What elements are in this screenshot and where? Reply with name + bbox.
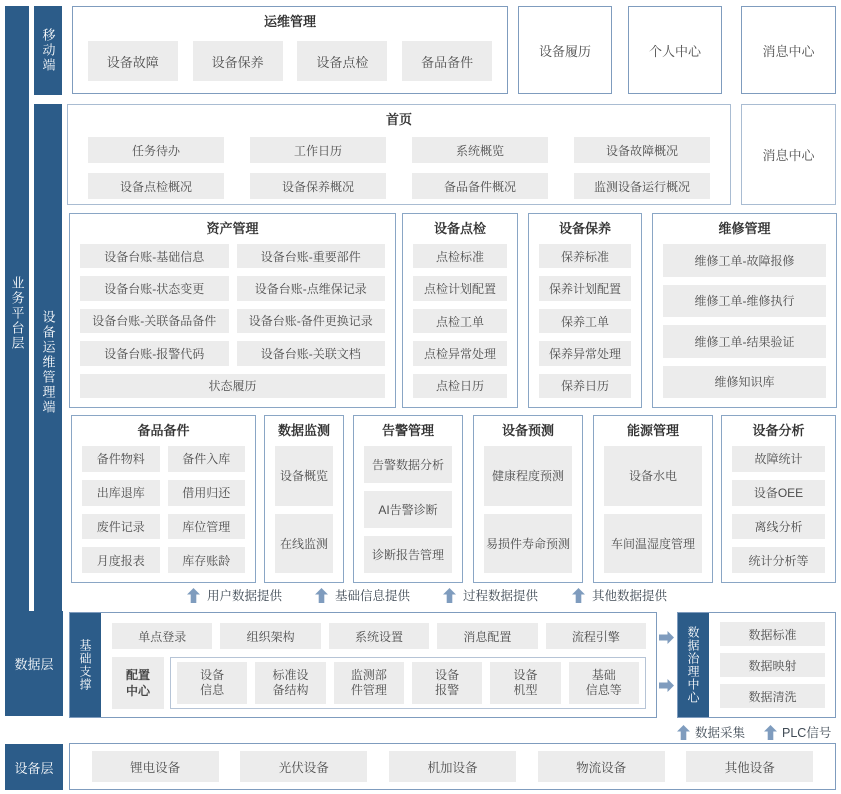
up-arrow-icon: [764, 725, 777, 740]
module-item: 任务待办: [88, 137, 224, 163]
up-arrow-icon: [187, 588, 200, 603]
module-item: 系统设置: [329, 623, 429, 649]
spot-check-group: [402, 213, 518, 408]
data-monitoring-title: 数据监测: [277, 423, 330, 438]
repair-management-group: [652, 213, 837, 408]
module-item: 设备保养概况: [250, 173, 386, 199]
module-item: 监测设备运行概况: [574, 173, 710, 199]
module-item: 设备 机型: [490, 662, 560, 704]
module-item: 借用归还: [168, 480, 246, 506]
module-item: 诊断报告管理: [364, 536, 452, 573]
module-item: 保养工单: [539, 309, 631, 333]
module-item: 健康程度预测: [484, 446, 572, 506]
spare-parts-title: 备品备件: [137, 423, 190, 438]
module-item: 设备OEE: [732, 480, 825, 506]
module-item: 设备保养: [193, 41, 283, 81]
module-item: 设备 报警: [412, 662, 482, 704]
module-item: 物流设备: [538, 751, 665, 782]
right-arrow-icon: [659, 679, 674, 692]
module-item: 基础 信息等: [569, 662, 639, 704]
data-governance-group: [677, 612, 836, 718]
message-center-box-home: 消息中心: [741, 104, 836, 205]
module-item: 车间温湿度管理: [604, 514, 702, 574]
module-item: 维修工单-维修执行: [663, 285, 826, 318]
module-item: 备品备件概况: [412, 173, 548, 199]
module-item: 机加设备: [389, 751, 516, 782]
layer-label-mobile: 移动端: [34, 6, 62, 95]
ops-management-group: [72, 6, 508, 94]
module-item: 单点登录: [112, 623, 212, 649]
module-item: 维修知识库: [663, 366, 826, 399]
up-arrow-icon: [572, 588, 585, 603]
flow-label-text: 用户数据提供: [207, 589, 283, 603]
module-item: 备品备件: [402, 41, 492, 81]
config-center-line: 中心: [125, 684, 150, 698]
personal-center-box: 个人中心: [628, 6, 722, 94]
module-item: 保养标准: [539, 244, 631, 268]
flow-label-user-data: [187, 586, 282, 604]
module-item: 设备台账-重要部件: [237, 244, 386, 268]
module-item: 设备台账-关联备品备件: [80, 309, 229, 333]
alarm-management-title: 告警管理: [381, 423, 434, 438]
module-item: AI告警诊断: [364, 491, 452, 528]
module-item: 点检工单: [413, 309, 507, 333]
module-item: 月度报表: [82, 547, 160, 573]
data-monitoring-group: [264, 415, 344, 583]
module-item: 监测部 件管理: [334, 662, 404, 704]
device-layer-group: [69, 743, 836, 790]
flow-label-other-data: [572, 586, 667, 604]
module-item: 点检日历: [413, 374, 507, 398]
module-item: 数据清洗: [720, 684, 825, 708]
flow-label-text: PLC信号: [782, 726, 832, 740]
module-item: 离线分析: [732, 514, 825, 540]
spare-parts-group: [71, 415, 256, 583]
alarm-management-group: [353, 415, 463, 583]
device-data-subgroup: [170, 657, 646, 709]
config-center-line: 配置: [125, 668, 150, 682]
module-item: 设备故障: [88, 41, 178, 81]
module-item: 设备台账-备件更换记录: [237, 309, 386, 333]
layer-label-business-platform: 业务平台层: [5, 6, 29, 620]
base-support-label: 基础支撑: [70, 613, 101, 717]
module-item: 状态履历: [80, 374, 385, 398]
module-item: 设备台账-关联文档: [237, 341, 386, 365]
device-analysis-group: [721, 415, 836, 583]
module-item: 数据映射: [720, 653, 825, 677]
up-arrow-icon: [315, 588, 328, 603]
module-item: 告警数据分析: [364, 446, 452, 483]
flow-label-process-data: [443, 586, 538, 604]
up-arrow-icon: [443, 588, 456, 603]
module-item: 光伏设备: [240, 751, 367, 782]
module-item: 其他设备: [686, 751, 813, 782]
asset-management-title: 资产管理: [206, 221, 259, 236]
module-item: 设备台账-点维保记录: [237, 276, 386, 300]
device-prediction-title: 设备预测: [501, 423, 554, 438]
module-item: 系统概览: [412, 137, 548, 163]
module-item: 组织架构: [220, 623, 320, 649]
module-item: 数据标准: [720, 622, 825, 646]
energy-management-group: [593, 415, 713, 583]
module-item: 锂电设备: [92, 751, 219, 782]
module-item: 维修工单-结果验证: [663, 325, 826, 358]
module-item: 库位管理: [168, 514, 246, 540]
module-item: 备件物料: [82, 446, 160, 472]
module-item: 设备台账-状态变更: [80, 276, 229, 300]
asset-management-group: [69, 213, 396, 408]
module-item: 点检标准: [413, 244, 507, 268]
module-item: 出库退库: [82, 480, 160, 506]
flow-label-text: 过程数据提供: [463, 589, 539, 603]
data-governance-label: 数据治理中心: [678, 613, 709, 717]
module-item: 库存账龄: [168, 547, 246, 573]
module-item: 点检异常处理: [413, 341, 507, 365]
module-item: 设备台账-基础信息: [80, 244, 229, 268]
module-item: 设备点检概况: [88, 173, 224, 199]
module-item: 保养日历: [539, 374, 631, 398]
flow-label-text: 基础信息提供: [335, 589, 411, 603]
message-center-box-mobile: 消息中心: [741, 6, 836, 94]
flow-label-data-collect: [677, 723, 745, 741]
module-item: 保养计划配置: [539, 276, 631, 300]
module-item: 设备点检: [297, 41, 387, 81]
module-item: 在线监测: [275, 514, 333, 574]
module-item: 标准设 备结构: [255, 662, 325, 704]
up-arrow-icon: [677, 725, 690, 740]
energy-management-title: 能源管理: [626, 423, 679, 438]
module-item: 设备台账-报警代码: [80, 341, 229, 365]
flow-label-text: 数据采集: [695, 726, 746, 740]
ops-management-title: 运维管理: [263, 14, 316, 29]
home-title: 首页: [385, 112, 412, 127]
module-item: 设备 信息: [177, 662, 247, 704]
module-item: 设备概览: [275, 446, 333, 506]
flow-label-plc-signal: [764, 723, 831, 741]
module-item: 设备水电: [604, 446, 702, 506]
right-arrow-icon: [659, 631, 674, 644]
module-item: 易损件寿命预测: [484, 514, 572, 574]
layer-label-device-mgmt: 设备运维管理端: [34, 104, 62, 620]
module-item: 点检计划配置: [413, 276, 507, 300]
module-item: 消息配置: [437, 623, 537, 649]
module-item: 废件记录: [82, 514, 160, 540]
flow-label-text: 其他数据提供: [592, 589, 668, 603]
device-analysis-title: 设备分析: [752, 423, 805, 438]
maintenance-group: [528, 213, 642, 408]
module-item: 备件入库: [168, 446, 246, 472]
device-history-box: 设备履历: [518, 6, 612, 94]
module-item: 故障统计: [732, 446, 825, 472]
module-item: 统计分析等: [732, 547, 825, 573]
flow-label-base-info: [315, 586, 410, 604]
module-item: 保养异常处理: [539, 341, 631, 365]
repair-management-title: 维修管理: [718, 221, 771, 236]
spot-check-title: 设备点检: [433, 221, 486, 236]
device-prediction-group: [473, 415, 583, 583]
module-item: 维修工单-故障报修: [663, 244, 826, 277]
module-item: 设备故障概况: [574, 137, 710, 163]
maintenance-title: 设备保养: [558, 221, 611, 236]
module-item: 工作日历: [250, 137, 386, 163]
base-support-group: [69, 612, 657, 718]
home-group: [67, 104, 731, 205]
module-item: 流程引擎: [546, 623, 646, 649]
config-center-item: [112, 657, 164, 709]
layer-label-data: 数据层: [5, 611, 63, 716]
layer-label-device: 设备层: [5, 744, 63, 790]
